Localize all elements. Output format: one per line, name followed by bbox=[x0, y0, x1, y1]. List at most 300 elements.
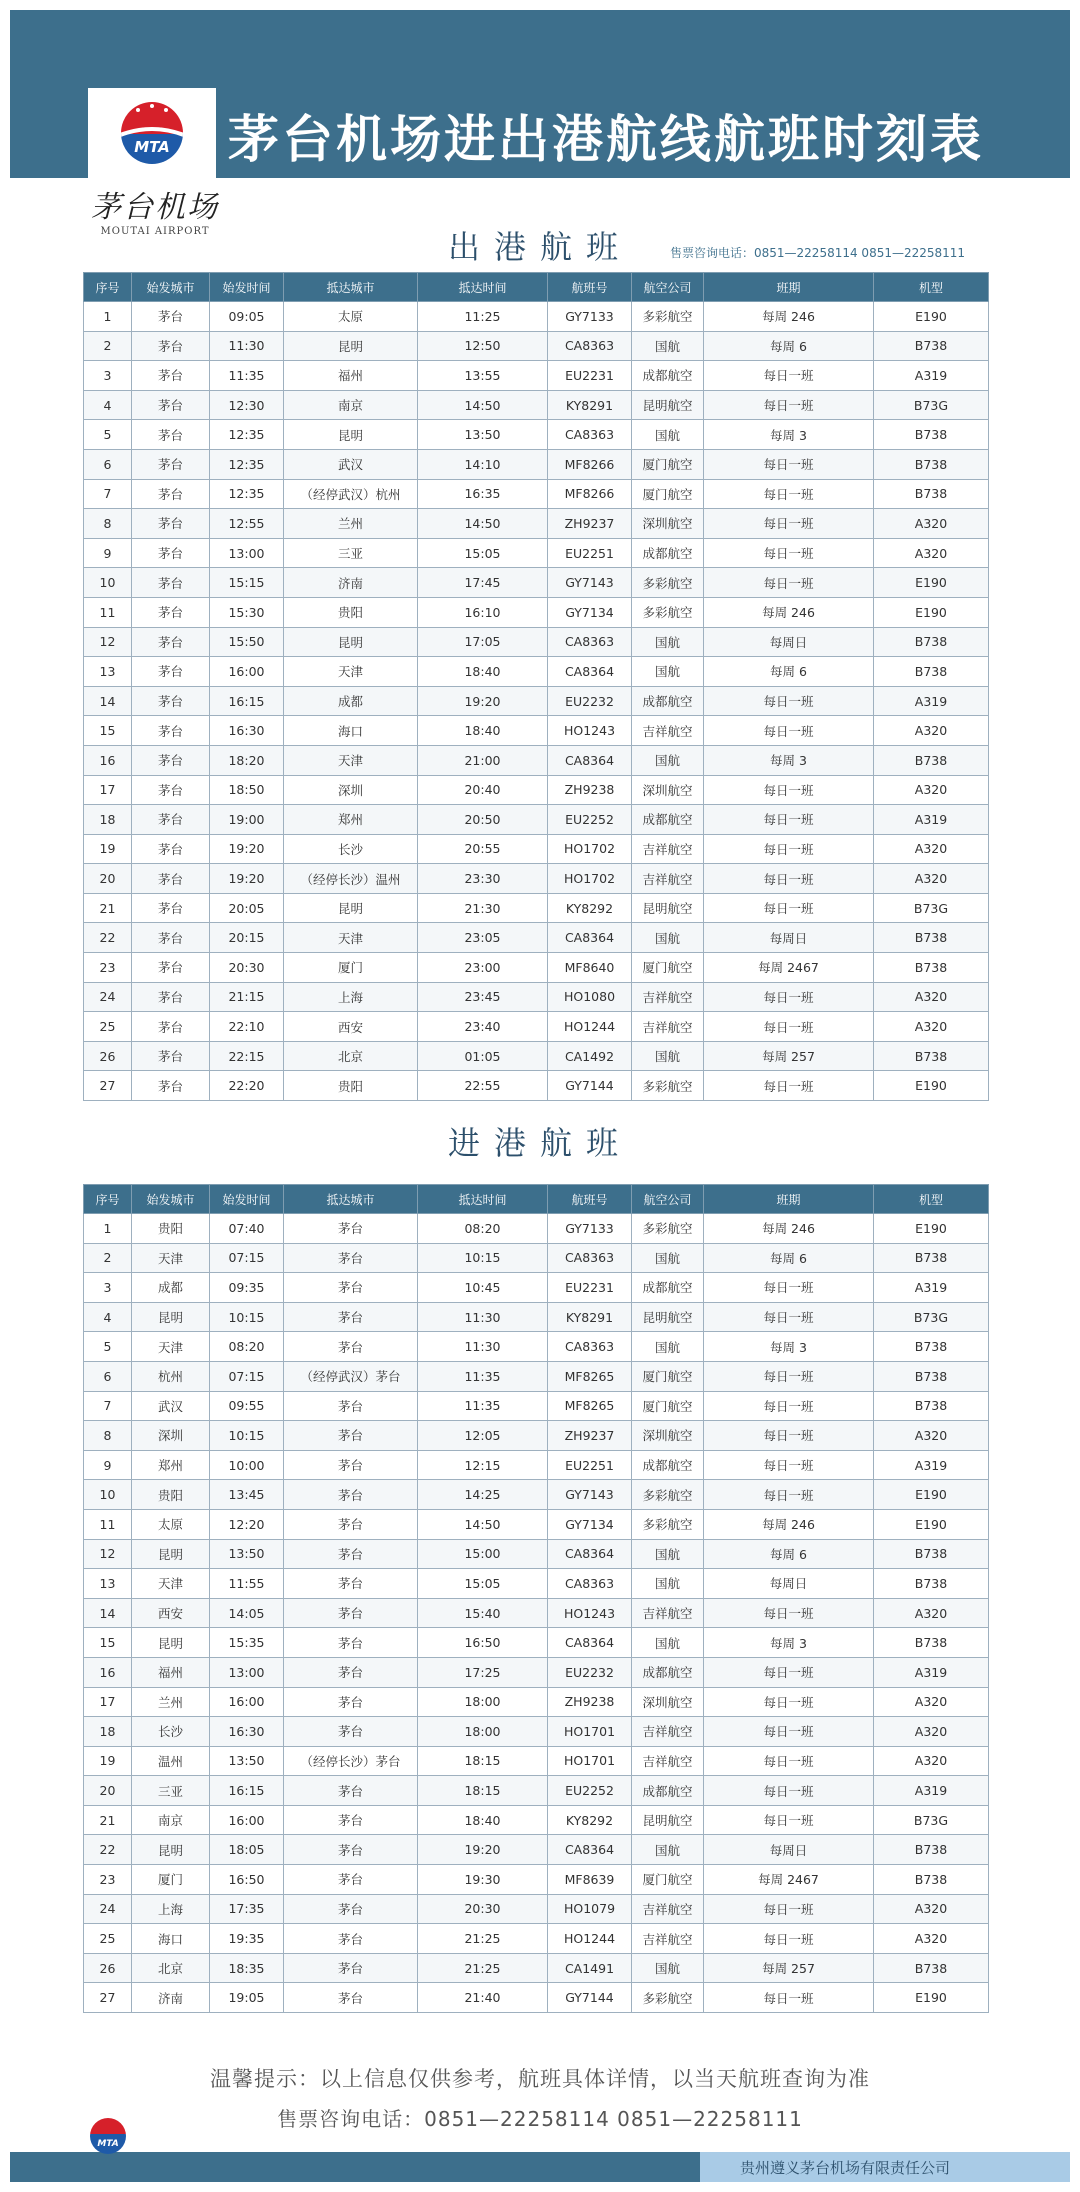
table-cell: 11 bbox=[84, 597, 132, 627]
table-cell: 10:00 bbox=[210, 1450, 284, 1480]
table-cell: CA8364 bbox=[548, 657, 632, 687]
table-cell: 15:50 bbox=[210, 627, 284, 657]
table-cell: 25 bbox=[84, 1924, 132, 1954]
table-cell: B73G bbox=[874, 1302, 989, 1332]
table-cell: 每周日 bbox=[704, 923, 874, 953]
table-cell: 22 bbox=[84, 923, 132, 953]
table-cell: 18:15 bbox=[418, 1746, 548, 1776]
table-cell: 长沙 bbox=[284, 834, 418, 864]
table-cell: EU2232 bbox=[548, 686, 632, 716]
table-cell: 吉祥航空 bbox=[632, 1924, 704, 1954]
table-row bbox=[84, 1480, 989, 1510]
table-row bbox=[84, 982, 989, 1012]
table-cell: 7 bbox=[84, 479, 132, 509]
column-header: 始发时间 bbox=[210, 1185, 284, 1214]
table-cell: 22:15 bbox=[210, 1041, 284, 1071]
table-cell: 8 bbox=[84, 509, 132, 539]
table-cell: 茅台 bbox=[132, 1041, 210, 1071]
table-cell: B738 bbox=[874, 1539, 989, 1569]
table-cell: ZH9238 bbox=[548, 1687, 632, 1717]
table-cell: 国航 bbox=[632, 1953, 704, 1983]
table-cell: 10 bbox=[84, 568, 132, 598]
table-cell: 20:55 bbox=[418, 834, 548, 864]
table-cell: 20:40 bbox=[418, 775, 548, 805]
table-cell: B738 bbox=[874, 1391, 989, 1421]
table-cell: 多彩航空 bbox=[632, 1509, 704, 1539]
table-row bbox=[84, 1273, 989, 1303]
table-cell: A320 bbox=[874, 509, 989, 539]
table-cell: 深圳航空 bbox=[632, 1421, 704, 1451]
table-cell: 16:00 bbox=[210, 1805, 284, 1835]
table-cell: 茅台 bbox=[132, 982, 210, 1012]
table-cell: 每日一班 bbox=[704, 864, 874, 894]
table-cell: 1 bbox=[84, 1214, 132, 1244]
table-cell: 每周 3 bbox=[704, 745, 874, 775]
table-cell: 昆明 bbox=[132, 1835, 210, 1865]
table-row bbox=[84, 331, 989, 361]
table-cell: 茅台 bbox=[284, 1776, 418, 1806]
departures-title: 出港航班 bbox=[447, 228, 632, 266]
table-cell: 茅台 bbox=[284, 1687, 418, 1717]
table-cell: GY7134 bbox=[548, 597, 632, 627]
table-cell: 贵阳 bbox=[284, 1071, 418, 1101]
table-cell: B738 bbox=[874, 1628, 989, 1658]
table-cell: 13:00 bbox=[210, 538, 284, 568]
table-cell: 15:05 bbox=[418, 538, 548, 568]
table-cell: 20:30 bbox=[418, 1894, 548, 1924]
table-cell: 12:05 bbox=[418, 1421, 548, 1451]
arrivals-title: 进港航班 bbox=[447, 1124, 632, 1162]
table-cell: 17 bbox=[84, 1687, 132, 1717]
table-cell: 20:15 bbox=[210, 923, 284, 953]
table-cell: 18 bbox=[84, 1717, 132, 1747]
table-cell: 昆明航空 bbox=[632, 1302, 704, 1332]
table-cell: 16:00 bbox=[210, 657, 284, 687]
table-cell: 每周日 bbox=[704, 1835, 874, 1865]
table-cell: 兰州 bbox=[132, 1687, 210, 1717]
table-cell: 多彩航空 bbox=[632, 1071, 704, 1101]
table-cell: 17 bbox=[84, 775, 132, 805]
table-row bbox=[84, 953, 989, 983]
column-header: 始发城市 bbox=[132, 273, 210, 302]
table-cell: B73G bbox=[874, 390, 989, 420]
table-cell: 济南 bbox=[132, 1983, 210, 2013]
table-cell: 茅台 bbox=[284, 1332, 418, 1362]
table-cell: 14:50 bbox=[418, 390, 548, 420]
table-cell: A320 bbox=[874, 1687, 989, 1717]
table-cell: 茅台 bbox=[132, 538, 210, 568]
table-cell: 14:50 bbox=[418, 509, 548, 539]
table-cell: 21 bbox=[84, 893, 132, 923]
table-cell: HO1701 bbox=[548, 1717, 632, 1747]
table-cell: 成都 bbox=[284, 686, 418, 716]
table-row bbox=[84, 302, 989, 332]
table-cell: 天津 bbox=[284, 745, 418, 775]
table-cell: ZH9237 bbox=[548, 1421, 632, 1451]
table-cell: 21:25 bbox=[418, 1953, 548, 1983]
table-cell: A320 bbox=[874, 775, 989, 805]
table-cell: 昆明 bbox=[284, 331, 418, 361]
page-title: 茅台机场进出港航线航班时刻表 bbox=[228, 111, 985, 170]
table-cell: 每周 246 bbox=[704, 597, 874, 627]
table-cell: 每日一班 bbox=[704, 834, 874, 864]
table-cell: 茅台 bbox=[284, 1273, 418, 1303]
table-cell: 每周 2467 bbox=[704, 1865, 874, 1895]
table-cell: 10:15 bbox=[210, 1421, 284, 1451]
table-cell: 每周 6 bbox=[704, 657, 874, 687]
table-cell: 16:50 bbox=[418, 1628, 548, 1658]
table-row bbox=[84, 1509, 989, 1539]
table-cell: 19:20 bbox=[418, 1835, 548, 1865]
table-cell: 每周 3 bbox=[704, 1628, 874, 1658]
table-cell: 08:20 bbox=[418, 1214, 548, 1244]
table-row bbox=[84, 1302, 989, 1332]
table-row bbox=[84, 390, 989, 420]
table-cell: 茅台 bbox=[132, 361, 210, 391]
table-cell: HO1080 bbox=[548, 982, 632, 1012]
table-cell: 兰州 bbox=[284, 509, 418, 539]
table-cell: 长沙 bbox=[132, 1717, 210, 1747]
table-row bbox=[84, 597, 989, 627]
table-cell: 5 bbox=[84, 420, 132, 450]
table-cell: 每日一班 bbox=[704, 1983, 874, 2013]
column-header: 序号 bbox=[84, 273, 132, 302]
table-cell: （经停武汉）茅台 bbox=[284, 1361, 418, 1391]
table-cell: 成都航空 bbox=[632, 1657, 704, 1687]
table-cell: 11:30 bbox=[418, 1332, 548, 1362]
footer-contact: 售票咨询电话：0851—22258114 0851—22258111 bbox=[277, 2107, 803, 2131]
table-cell: CA8363 bbox=[548, 1569, 632, 1599]
table-cell: 每日一班 bbox=[704, 1012, 874, 1042]
table-cell: 21:40 bbox=[418, 1983, 548, 2013]
table-cell: 国航 bbox=[632, 331, 704, 361]
table-cell: EU2252 bbox=[548, 1776, 632, 1806]
table-cell: 上海 bbox=[284, 982, 418, 1012]
table-cell: 15:00 bbox=[418, 1539, 548, 1569]
table-cell: 26 bbox=[84, 1953, 132, 1983]
table-cell: A320 bbox=[874, 1012, 989, 1042]
table-cell: 茅台 bbox=[132, 449, 210, 479]
table-cell: 成都航空 bbox=[632, 1273, 704, 1303]
table-cell: 9 bbox=[84, 1450, 132, 1480]
table-cell: B738 bbox=[874, 420, 989, 450]
table-cell: 每周 6 bbox=[704, 1539, 874, 1569]
table-cell: B738 bbox=[874, 627, 989, 657]
table-cell: 3 bbox=[84, 361, 132, 391]
table-cell: 09:05 bbox=[210, 302, 284, 332]
table-cell: 19 bbox=[84, 1746, 132, 1776]
table-cell: 杭州 bbox=[132, 1361, 210, 1391]
table-cell: 茅台 bbox=[132, 331, 210, 361]
table-row bbox=[84, 538, 989, 568]
table-cell: 12 bbox=[84, 627, 132, 657]
table-cell: MF8640 bbox=[548, 953, 632, 983]
table-cell: CA8363 bbox=[548, 1243, 632, 1273]
table-cell: 茅台 bbox=[132, 302, 210, 332]
table-row bbox=[84, 1450, 989, 1480]
table-cell: 成都航空 bbox=[632, 805, 704, 835]
table-cell: ZH9238 bbox=[548, 775, 632, 805]
table-cell: （经停武汉）杭州 bbox=[284, 479, 418, 509]
table-cell: 18:40 bbox=[418, 1805, 548, 1835]
table-row bbox=[84, 1598, 989, 1628]
table-cell: 27 bbox=[84, 1983, 132, 2013]
table-cell: 每周 257 bbox=[704, 1953, 874, 1983]
table-cell: E190 bbox=[874, 302, 989, 332]
table-cell: 深圳航空 bbox=[632, 509, 704, 539]
table-cell: CA8364 bbox=[548, 923, 632, 953]
table-cell: 茅台 bbox=[284, 1894, 418, 1924]
table-row bbox=[84, 1628, 989, 1658]
table-cell: B738 bbox=[874, 1243, 989, 1273]
table-cell: 茅台 bbox=[284, 1865, 418, 1895]
table-cell: EU2252 bbox=[548, 805, 632, 835]
table-cell: 吉祥航空 bbox=[632, 1598, 704, 1628]
table-cell: 12:35 bbox=[210, 420, 284, 450]
table-cell: 吉祥航空 bbox=[632, 1717, 704, 1747]
table-cell: 茅台 bbox=[132, 686, 210, 716]
table-cell: 14:10 bbox=[418, 449, 548, 479]
table-cell: 20 bbox=[84, 1776, 132, 1806]
table-cell: 茅台 bbox=[132, 953, 210, 983]
table-cell: 昆明航空 bbox=[632, 1805, 704, 1835]
table-cell: 成都航空 bbox=[632, 538, 704, 568]
table-cell: 10:15 bbox=[210, 1302, 284, 1332]
table-cell: 每周 2467 bbox=[704, 953, 874, 983]
table-cell: 每周 3 bbox=[704, 420, 874, 450]
table-cell: 茅台 bbox=[132, 864, 210, 894]
table-cell: MF8265 bbox=[548, 1391, 632, 1421]
table-cell: 每日一班 bbox=[704, 361, 874, 391]
table-cell: 成都航空 bbox=[632, 1450, 704, 1480]
column-header: 始发城市 bbox=[132, 1185, 210, 1214]
table-cell: 每日一班 bbox=[704, 1071, 874, 1101]
table-row bbox=[84, 509, 989, 539]
table-cell: 武汉 bbox=[284, 449, 418, 479]
table-cell: 19:00 bbox=[210, 805, 284, 835]
table-row bbox=[84, 657, 989, 687]
table-cell: 每日一班 bbox=[704, 509, 874, 539]
table-cell: HO1244 bbox=[548, 1012, 632, 1042]
table-cell: E190 bbox=[874, 1071, 989, 1101]
table-cell: 21:30 bbox=[418, 893, 548, 923]
table-cell: 每日一班 bbox=[704, 568, 874, 598]
table-cell: 厦门航空 bbox=[632, 479, 704, 509]
table-cell: 13:50 bbox=[418, 420, 548, 450]
arrivals-table bbox=[83, 1184, 989, 2013]
table-cell: 茅台 bbox=[284, 1924, 418, 1954]
table-cell: 吉祥航空 bbox=[632, 1894, 704, 1924]
table-row bbox=[84, 449, 989, 479]
table-cell: 每周 257 bbox=[704, 1041, 874, 1071]
table-row bbox=[84, 1865, 989, 1895]
table-cell: GY7133 bbox=[548, 302, 632, 332]
table-cell: 12:50 bbox=[418, 331, 548, 361]
table-cell: 天津 bbox=[132, 1569, 210, 1599]
table-cell: 14 bbox=[84, 686, 132, 716]
table-row bbox=[84, 1687, 989, 1717]
table-cell: A319 bbox=[874, 361, 989, 391]
table-cell: E190 bbox=[874, 1509, 989, 1539]
table-cell: 23 bbox=[84, 953, 132, 983]
table-cell: 深圳 bbox=[284, 775, 418, 805]
table-row bbox=[84, 716, 989, 746]
table-cell: 13:50 bbox=[210, 1746, 284, 1776]
table-cell: 08:20 bbox=[210, 1332, 284, 1362]
table-cell: CA8364 bbox=[548, 1628, 632, 1658]
table-cell: 多彩航空 bbox=[632, 1480, 704, 1510]
table-cell: 厦门航空 bbox=[632, 449, 704, 479]
table-cell: 厦门航空 bbox=[632, 953, 704, 983]
table-cell: A320 bbox=[874, 1421, 989, 1451]
table-cell: HO1244 bbox=[548, 1924, 632, 1954]
table-cell: 6 bbox=[84, 449, 132, 479]
table-row bbox=[84, 1924, 989, 1954]
table-cell: 2 bbox=[84, 331, 132, 361]
table-row bbox=[84, 805, 989, 835]
table-cell: 吉祥航空 bbox=[632, 864, 704, 894]
table-row bbox=[84, 923, 989, 953]
table-cell: B738 bbox=[874, 479, 989, 509]
table-cell: A319 bbox=[874, 1450, 989, 1480]
table-cell: A320 bbox=[874, 1746, 989, 1776]
table-cell: 郑州 bbox=[132, 1450, 210, 1480]
departures-header-row bbox=[84, 273, 989, 302]
table-cell: 20:05 bbox=[210, 893, 284, 923]
table-cell: 07:15 bbox=[210, 1243, 284, 1273]
table-cell: 每日一班 bbox=[704, 1598, 874, 1628]
table-cell: 21:15 bbox=[210, 982, 284, 1012]
table-cell: 太原 bbox=[284, 302, 418, 332]
table-cell: 厦门航空 bbox=[632, 1391, 704, 1421]
table-cell: 22 bbox=[84, 1835, 132, 1865]
footer-logo bbox=[80, 2110, 136, 2166]
table-cell: 12:55 bbox=[210, 509, 284, 539]
table-cell: 22:20 bbox=[210, 1071, 284, 1101]
table-cell: 茅台 bbox=[284, 1598, 418, 1628]
table-cell: 茅台 bbox=[284, 1717, 418, 1747]
table-cell: B738 bbox=[874, 331, 989, 361]
table-cell: HO1702 bbox=[548, 834, 632, 864]
table-cell: 每日一班 bbox=[704, 893, 874, 923]
table-row bbox=[84, 1243, 989, 1273]
table-cell: 23:40 bbox=[418, 1012, 548, 1042]
table-cell: 11:30 bbox=[210, 331, 284, 361]
table-cell: 18:05 bbox=[210, 1835, 284, 1865]
table-cell: 每日一班 bbox=[704, 1894, 874, 1924]
table-cell: 9 bbox=[84, 538, 132, 568]
table-cell: 17:45 bbox=[418, 568, 548, 598]
table-cell: 09:35 bbox=[210, 1273, 284, 1303]
table-cell: 每日一班 bbox=[704, 479, 874, 509]
table-cell: 17:25 bbox=[418, 1657, 548, 1687]
table-cell: CA8364 bbox=[548, 1539, 632, 1569]
table-cell: 贵阳 bbox=[132, 1480, 210, 1510]
table-cell: A320 bbox=[874, 716, 989, 746]
table-cell: B738 bbox=[874, 1569, 989, 1599]
table-row bbox=[84, 1835, 989, 1865]
table-cell: 13 bbox=[84, 1569, 132, 1599]
table-cell: CA8364 bbox=[548, 745, 632, 775]
table-row bbox=[84, 1012, 989, 1042]
table-row bbox=[84, 568, 989, 598]
table-row bbox=[84, 1391, 989, 1421]
table-cell: 多彩航空 bbox=[632, 1214, 704, 1244]
table-cell: 南京 bbox=[132, 1805, 210, 1835]
table-cell: 多彩航空 bbox=[632, 597, 704, 627]
table-cell: 18:00 bbox=[418, 1717, 548, 1747]
footer-notice: 温馨提示：以上信息仅供参考，航班具体详情，以当天航班查询为准 bbox=[210, 2067, 870, 2091]
table-cell: 吉祥航空 bbox=[632, 834, 704, 864]
table-cell: 3 bbox=[84, 1273, 132, 1303]
table-cell: MF8639 bbox=[548, 1865, 632, 1895]
table-cell: 20:30 bbox=[210, 953, 284, 983]
table-cell: 10 bbox=[84, 1480, 132, 1510]
table-cell: 13:50 bbox=[210, 1539, 284, 1569]
table-cell: 每日一班 bbox=[704, 538, 874, 568]
table-cell: 23:00 bbox=[418, 953, 548, 983]
table-cell: 18:20 bbox=[210, 745, 284, 775]
table-row bbox=[84, 1071, 989, 1101]
table-row bbox=[84, 361, 989, 391]
table-cell: 4 bbox=[84, 1302, 132, 1332]
table-cell: 茅台 bbox=[132, 509, 210, 539]
table-cell: 22:10 bbox=[210, 1012, 284, 1042]
table-cell: 茅台 bbox=[132, 745, 210, 775]
table-cell: B738 bbox=[874, 745, 989, 775]
phone-top: 售票咨询电话：0851—22258114 0851—22258111 bbox=[670, 246, 966, 260]
table-cell: E190 bbox=[874, 597, 989, 627]
table-cell: 18:15 bbox=[418, 1776, 548, 1806]
table-cell: 每周日 bbox=[704, 1569, 874, 1599]
table-cell: 12:35 bbox=[210, 479, 284, 509]
table-cell: EU2251 bbox=[548, 1450, 632, 1480]
table-row bbox=[84, 1569, 989, 1599]
table-cell: 每周 246 bbox=[704, 1214, 874, 1244]
table-cell: 13:45 bbox=[210, 1480, 284, 1510]
table-cell: 厦门 bbox=[284, 953, 418, 983]
table-row bbox=[84, 775, 989, 805]
table-cell: 多彩航空 bbox=[632, 568, 704, 598]
logo-name: 茅台机场 bbox=[91, 190, 219, 225]
table-cell: EU2231 bbox=[548, 1273, 632, 1303]
table-cell: E190 bbox=[874, 1214, 989, 1244]
table-cell: 茅台 bbox=[284, 1450, 418, 1480]
table-cell: 昆明 bbox=[284, 420, 418, 450]
table-cell: 吉祥航空 bbox=[632, 716, 704, 746]
table-row bbox=[84, 686, 989, 716]
table-cell: CA8364 bbox=[548, 1835, 632, 1865]
table-row bbox=[84, 627, 989, 657]
table-cell: A319 bbox=[874, 1776, 989, 1806]
table-cell: 国航 bbox=[632, 1539, 704, 1569]
table-cell: 天津 bbox=[284, 923, 418, 953]
table-cell: 15:15 bbox=[210, 568, 284, 598]
table-cell: 18 bbox=[84, 805, 132, 835]
table-cell: B738 bbox=[874, 1361, 989, 1391]
table-cell: 15:35 bbox=[210, 1628, 284, 1658]
table-cell: HO1702 bbox=[548, 864, 632, 894]
table-cell: 吉祥航空 bbox=[632, 1012, 704, 1042]
table-row bbox=[84, 1717, 989, 1747]
table-cell: 23 bbox=[84, 1865, 132, 1895]
table-cell: B738 bbox=[874, 923, 989, 953]
table-cell: 每日一班 bbox=[704, 716, 874, 746]
table-cell: 15:40 bbox=[418, 1598, 548, 1628]
table-cell: 吉祥航空 bbox=[632, 1746, 704, 1776]
table-cell: 14:25 bbox=[418, 1480, 548, 1510]
table-cell: 25 bbox=[84, 1012, 132, 1042]
